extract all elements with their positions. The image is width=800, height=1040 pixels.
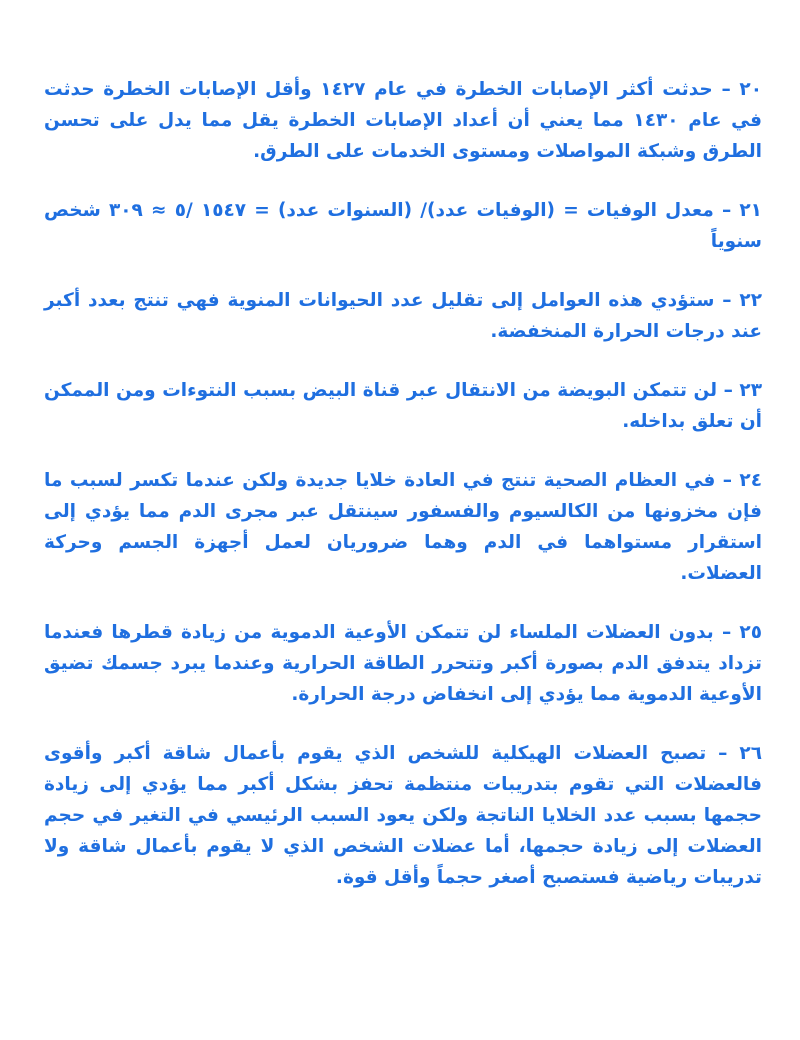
answer-23: ٢٣ – لن تتمكن البويضة من الانتقال عبر قناة البيض بسبب النتوءات ومن الممكن أن تعلق بداخله. bbox=[44, 380, 762, 432]
answer-25: ٢٥ – بدون العضلات الملساء لن تتمكن الأوعية الدموية من زيادة قطرها فعندما تزداد يتدفق الدم بصورة أكبر وتتحرر الطاقة الحرارية وعندما يبرد جسمك تضيق الأوعية الدموية مما يؤدي إلى انخفاض درجة الحرارة. bbox=[44, 622, 762, 705]
answer-22: ٢٢ – ستؤدي هذه العوامل إلى تقليل عدد الحيوانات المنوية فهي تنتج بعدد أكبر عند درجات الحرارة المنخفضة. bbox=[44, 290, 762, 342]
answer-26: ٢٦ – تصبح العضلات الهيكلية للشخص الذي يقوم بأعمال شاقة أكبر وأقوى فالعضلات التي تقوم بتدريبات منتظمة تحفز بشكل أكبر مما يؤدي إلى زيادة حجمها بسبب عدد الخلايا الناتجة ولكن يعود السبب الرئيسي في التغير في حجم العضلات إلى زيادة حجمها، أما عضلات الشخص الذي لا يقوم بأعمال شاقة ولا تدريبات رياضية فستصبح أصغر حجماً وأقل قوة. bbox=[44, 743, 762, 888]
answer-24: ٢٤ – في العظام الصحية تنتج في العادة خلايا جديدة ولكن عندما تكسر لسبب ما فإن مخزونها من الكالسيوم والفسفور سينتقل عبر مجرى الدم مما يؤدي إلى استقرار مستواهما في الدم وهما ضروريان لعمل أجهزة الجسم وحركة العضلات. bbox=[44, 470, 762, 584]
answer-21: ٢١ – معدل الوفيات = (الوفيات عدد)/ (السنوات عدد) = ١٥٤٧ /٥ ≈ ٣٠٩ شخص سنوياً bbox=[44, 200, 762, 252]
answer-20: ٢٠ – حدثت أكثر الإصابات الخطرة في عام ١٤٢٧ وأقل الإصابات الخطرة حدثت في عام ١٤٣٠ مما يعني أن أعداد الإصابات الخطرة يقل مما يدل على تحسن الطرق وشبكة المواصلات ومستوى الخدمات على الطرق. bbox=[44, 79, 763, 162]
